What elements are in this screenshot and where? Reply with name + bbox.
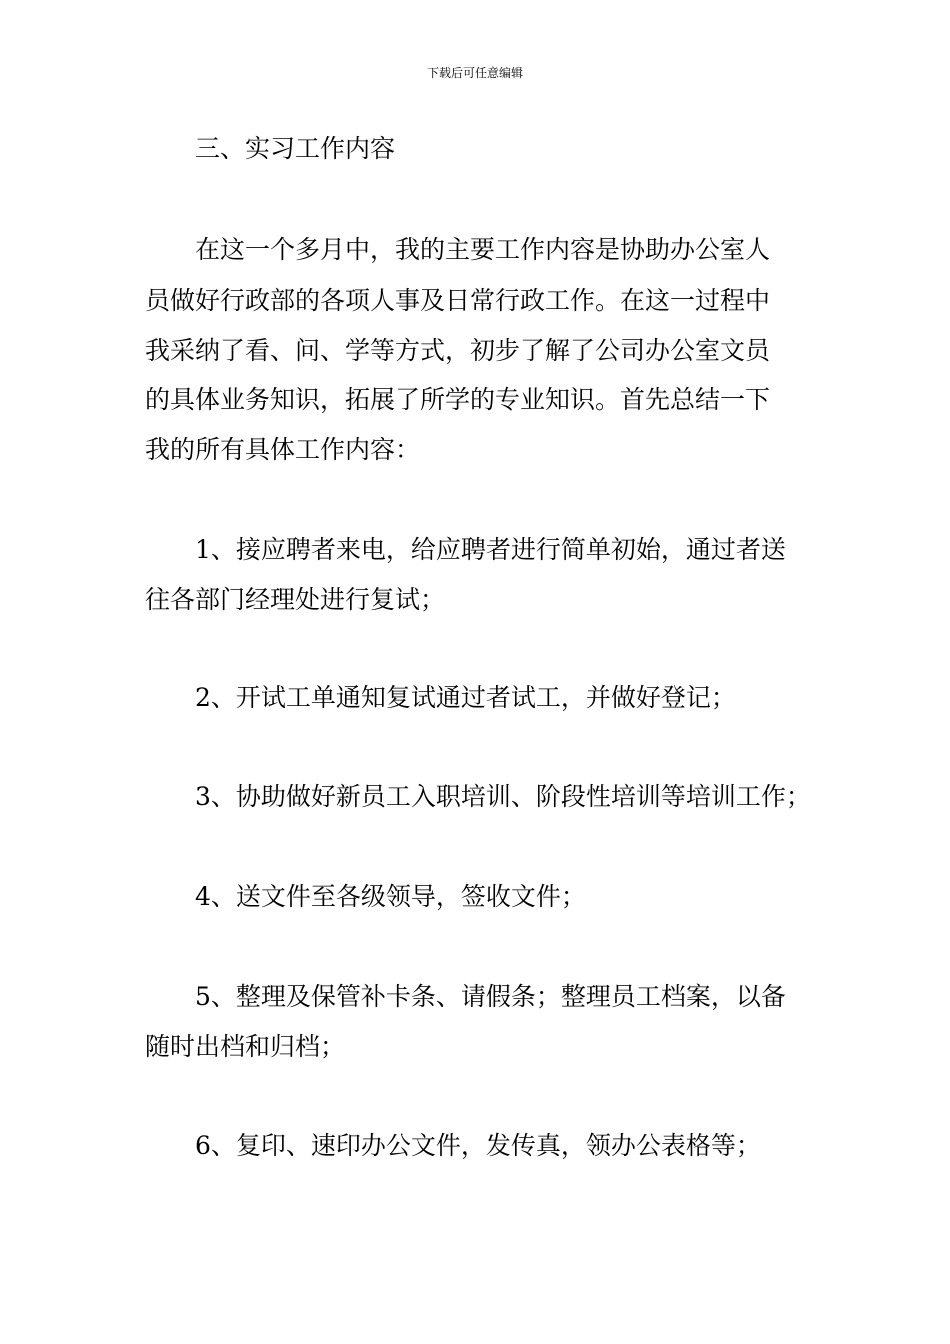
page-header: 下载后可任意编辑 (426, 66, 523, 80)
list-item-2: 2、开试工单通知复试通过者试工，并做好登记； (195, 683, 736, 712)
list-item-6: 6、复印、速印办公文件，发传真，领办公表格等； (195, 1131, 761, 1160)
list-item-5-line-1: 5、整理及保管补卡条、请假条；整理员工档案，以备 (195, 982, 786, 1011)
intro-line: 我的所有具体工作内容： (145, 435, 421, 464)
list-item-1-line-1: 1、接应聘者来电，给应聘者进行简单初始，通过者送 (195, 535, 786, 564)
section-title: 三、实习工作内容 (195, 134, 396, 163)
list-item-3: 3、协助做好新员工入职培训、阶段性培训等培训工作； (195, 782, 811, 811)
intro-line: 我采纳了看、问、学等方式，初步了解了公司办公室文员 (145, 336, 771, 365)
list-item-1-line-2: 往各部门经理处进行复试； (145, 585, 446, 614)
intro-line: 员做好行政部的各项人事及日常行政工作。在这一过程中 (145, 286, 771, 315)
intro-line: 在这一个多月中，我的主要工作内容是协助办公室人 (195, 235, 771, 264)
intro-line: 的具体业务知识，拓展了所学的专业知识。首先总结一下 (145, 385, 771, 414)
list-item-4: 4、送文件至各级领导，签收文件； (195, 882, 586, 911)
list-item-5-line-2: 随时出档和归档； (145, 1032, 346, 1061)
